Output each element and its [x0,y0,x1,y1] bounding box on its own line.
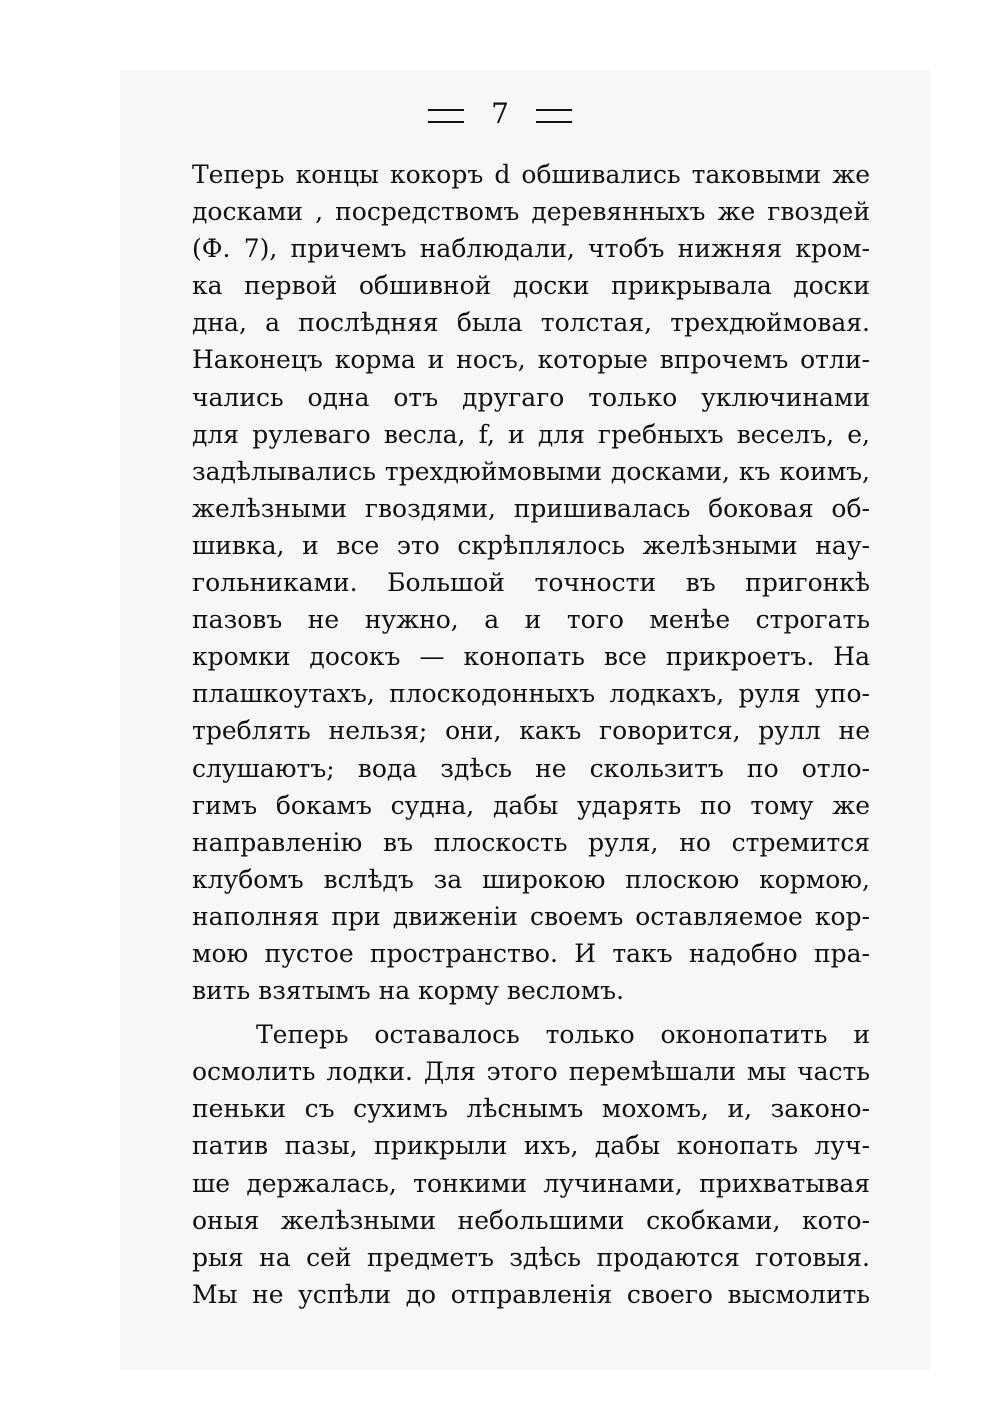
page-header [0,96,1000,132]
text-line: для рулеваго весла, f, и для гребныхъ веселъ, e, [192,419,870,449]
text-line: осмолить лодки. Для этого перемѣшали мы часть [192,1057,870,1087]
text-line: слушаютъ; вода здѣсь не скользитъ по отло- [192,753,870,783]
text-line: плашкоутахъ, плоскодонныхъ лодкахъ, руля упо- [192,679,870,709]
text-line: оныя желѣзными небольшими скобками, кото- [192,1205,870,1235]
text-line: кромки досокъ — конопать все прикроетъ. На [192,642,870,672]
text-line: желѣзными гвоздями, пришивалась боковая об- [192,493,870,523]
text-line: дна, а послѣдняя была толстая, трехдюймовая. [192,308,870,338]
paragraph-1 [192,156,870,1009]
header-right-rule [536,109,572,123]
text-line: гольниками. Большой точности въ пригонкѣ [192,568,870,598]
body-text [192,156,870,1313]
text-line: Теперь оставалось только оконопатить и [256,1020,870,1050]
paragraph-2 [192,1016,870,1313]
text-line: Наконецъ корма и носъ, которые впрочемъ отли- [192,345,870,375]
text-line: треблять нельзя; они, какъ говорится, рулл не [192,716,870,746]
text-line: Теперь концы кокоръ d обшивались таковыми же [192,160,870,189]
text-line: гимъ бокамъ судна, дабы ударять по тому же [192,790,870,820]
text-line: вить взятымъ на корму весломъ. [192,976,625,1006]
text-line: досками , посредствомъ деревянныхъ же гвоздей [192,197,870,227]
text-line: ше держалась, тонкими лучинами, прихватывая [192,1168,870,1198]
text-line: направленію въ плоскость руля, но стремится [192,827,870,857]
text-line: Мы не успѣли до отправленія своего высмолить [192,1279,870,1309]
text-line: пеньки съ сухимъ лѣснымъ мохомъ, и, законо- [192,1094,870,1124]
text-line: наполняя при движеніи своемъ оставляемое кор- [192,901,870,931]
text-line: шивка, и все это скрѣплялось желѣзными нау- [192,530,870,560]
page-number: 7 [491,97,509,130]
text-line: чались одна отъ другаго только уключинами [192,382,870,412]
text-line: (Ф. 7), причемъ наблюдали, чтобъ нижняя кром- [192,234,870,264]
text-line: клубомъ вслѣдъ за широкою плоскою кормою, [192,864,870,894]
text-line: ка первой обшивной доски прикрывала доски [192,271,870,301]
text-line: мою пустое пространство. И такъ надобно пра- [192,938,870,968]
text-line: пазовъ не нужно, а и того менѣе строгать [192,605,870,635]
text-line: патив пазы, прикрыли ихъ, дабы конопать луч- [192,1131,870,1161]
text-line: задѣлывались трехдюймовыми досками, къ коимъ, [192,456,870,486]
text-line: рыя на сей предметъ здѣсь продаются готовыя. [192,1242,870,1272]
header-left-rule [428,109,464,123]
